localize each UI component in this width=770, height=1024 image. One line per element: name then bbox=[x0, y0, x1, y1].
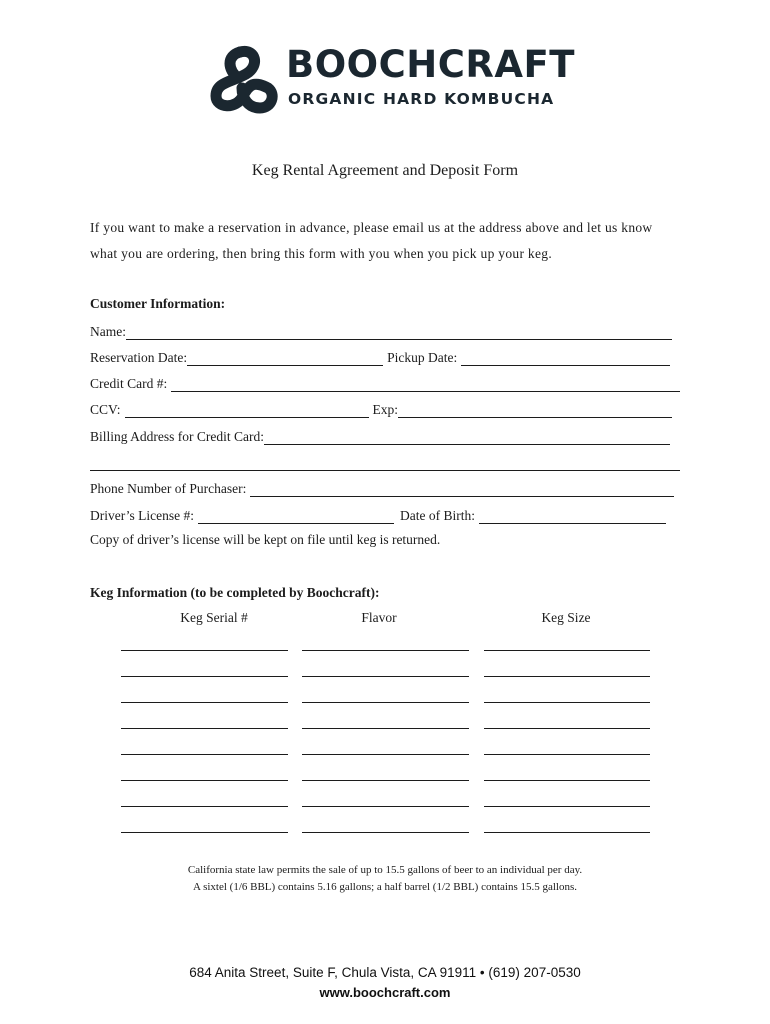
dob-label: Date of Birth: bbox=[399, 508, 475, 523]
keg-serial-field-4[interactable] bbox=[121, 728, 288, 729]
flavor-field-3[interactable] bbox=[302, 702, 469, 703]
keg-serial-field-2[interactable] bbox=[121, 676, 288, 677]
flavor-field-8[interactable] bbox=[302, 832, 469, 833]
intro-text bbox=[90, 215, 690, 267]
footer-website[interactable]: www.boochcraft.com bbox=[319, 985, 451, 1000]
keg-size-field-4[interactable] bbox=[484, 728, 650, 729]
ccv-label: CCV: bbox=[90, 402, 121, 417]
keg-size-field-5[interactable] bbox=[484, 754, 650, 755]
keg-size-header: Keg Size bbox=[541, 610, 591, 625]
phone-row bbox=[90, 477, 680, 497]
exp-field[interactable] bbox=[398, 403, 672, 418]
form-title: Keg Rental Agreement and Deposit Form bbox=[251, 162, 519, 179]
law-note-1: California state law permits the sale of up to 15.5 gallons of beer to an individual per day. bbox=[187, 864, 583, 876]
intro-line-1: If you want to make a reservation in advance, please email us at the address above and let us know bbox=[90, 220, 653, 235]
phone-label: Phone Number of Purchaser: bbox=[90, 481, 247, 496]
phone-field[interactable] bbox=[250, 482, 674, 497]
intro-line-2: what you are ordering, then bring this form with you when you pick up your keg. bbox=[90, 246, 552, 261]
keg-size-field-1[interactable] bbox=[484, 650, 650, 651]
brand-tagline: ORGANIC HARD KOMBUCHA bbox=[288, 90, 555, 108]
reservation-date-label: Reservation Date: bbox=[90, 350, 188, 365]
name-field[interactable] bbox=[126, 325, 672, 340]
keg-size-field-3[interactable] bbox=[484, 702, 650, 703]
billing-address-row-2 bbox=[90, 451, 680, 471]
flavor-field-4[interactable] bbox=[302, 728, 469, 729]
drivers-license-label: Driver’s License #: bbox=[90, 508, 194, 523]
law-note-2: A sixtel (1/6 BBL) contains 5.16 gallons; a half barrel (1/2 BBL) contains 15.5 gallons. bbox=[192, 881, 578, 893]
brand-logo bbox=[206, 43, 576, 114]
flavor-field-7[interactable] bbox=[302, 806, 469, 807]
keg-serial-field-6[interactable] bbox=[121, 780, 288, 781]
customer-info-heading: Customer Information: bbox=[90, 296, 226, 311]
credit-card-field[interactable] bbox=[171, 377, 680, 392]
ccv-field[interactable] bbox=[125, 403, 369, 418]
flavor-field-5[interactable] bbox=[302, 754, 469, 755]
ccv-row bbox=[90, 398, 680, 418]
flavor-field-2[interactable] bbox=[302, 676, 469, 677]
exp-label: Exp: bbox=[372, 402, 399, 417]
billing-address-row bbox=[90, 425, 680, 445]
billing-address-label: Billing Address for Credit Card: bbox=[90, 429, 264, 444]
flavor-header: Flavor bbox=[361, 610, 397, 625]
keg-size-field-2[interactable] bbox=[484, 676, 650, 677]
keg-serial-field-8[interactable] bbox=[121, 832, 288, 833]
flavor-field-1[interactable] bbox=[302, 650, 469, 651]
keg-serial-field-7[interactable] bbox=[121, 806, 288, 807]
reservation-date-field[interactable] bbox=[187, 351, 383, 366]
keg-size-field-8[interactable] bbox=[484, 832, 650, 833]
keg-size-field-6[interactable] bbox=[484, 780, 650, 781]
name-label: Name: bbox=[90, 324, 126, 339]
dob-field[interactable] bbox=[479, 509, 666, 524]
keg-info-heading: Keg Information (to be completed by Boochcraft): bbox=[90, 585, 380, 600]
name-row bbox=[90, 320, 680, 340]
pickup-date-field[interactable] bbox=[461, 351, 670, 366]
license-note: Copy of driver’s license will be kept on file until keg is returned. bbox=[90, 532, 441, 547]
dates-row bbox=[90, 346, 680, 366]
drivers-license-field[interactable] bbox=[198, 509, 394, 524]
keg-size-field-7[interactable] bbox=[484, 806, 650, 807]
keg-serial-header: Keg Serial # bbox=[180, 610, 248, 625]
flavor-field-6[interactable] bbox=[302, 780, 469, 781]
billing-address-field-2[interactable] bbox=[90, 456, 680, 471]
boochcraft-knot-icon bbox=[206, 44, 280, 114]
credit-card-row bbox=[90, 372, 680, 392]
license-row bbox=[90, 504, 680, 524]
keg-serial-field-3[interactable] bbox=[121, 702, 288, 703]
billing-address-field[interactable] bbox=[264, 430, 670, 445]
credit-card-label: Credit Card #: bbox=[90, 376, 168, 391]
pickup-date-label: Pickup Date: bbox=[387, 350, 458, 365]
keg-serial-field-1[interactable] bbox=[121, 650, 288, 651]
footer-address: 684 Anita Street, Suite F, Chula Vista, CA 91911 • (619) 207-0530 bbox=[189, 965, 581, 980]
keg-serial-field-5[interactable] bbox=[121, 754, 288, 755]
brand-name: BOOCHCRAFT bbox=[286, 43, 576, 86]
